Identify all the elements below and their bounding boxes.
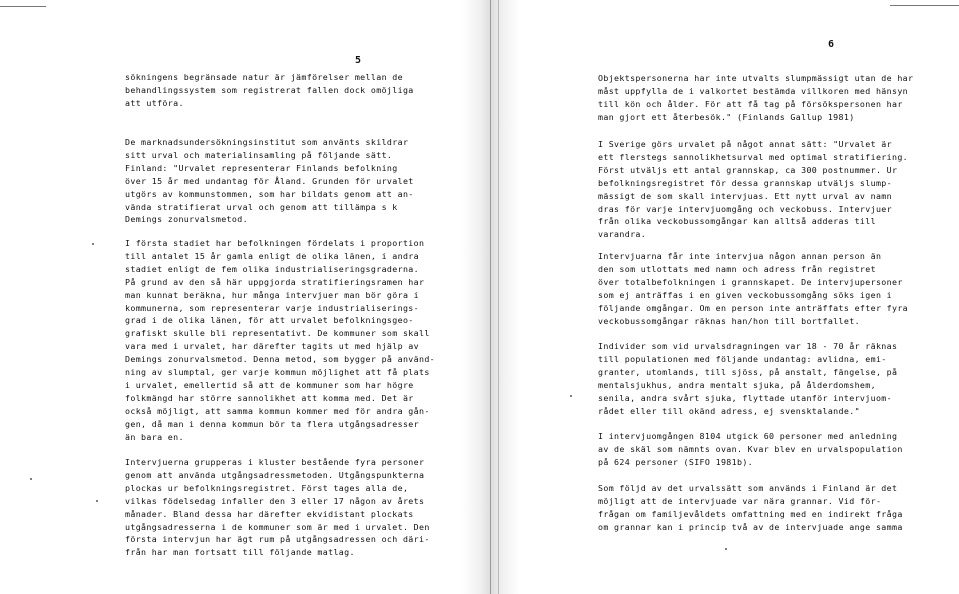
text-line: På grund av den så här uppgjorda stratifieringsramen har	[125, 276, 425, 287]
text-line: följande omgångar. Om en person inte anträffats efter fyra	[598, 302, 909, 313]
text-line: vända stratifierat urval och genom att tillämpa s k	[125, 201, 398, 212]
paragraph-first-stage	[125, 237, 435, 444]
text-line: månader. Bland dessa har därefter ekvidistant plockats	[125, 508, 414, 519]
text-line: vilkas födelsedag infaller den 3 eller 17 någon av årets	[125, 495, 425, 506]
page-number: 5	[355, 55, 362, 66]
text-line: ning av slumptal, ger varje kommun möjlighet att få plats	[125, 367, 430, 378]
text-line: Demings zonurvalsmetod.	[125, 214, 248, 225]
scan-speck	[30, 478, 32, 480]
text-line: till kön och ålder. För att få tag på försökspersonen har	[598, 98, 903, 109]
paragraph-sampling-limitations	[125, 71, 414, 110]
text-line: granter, utomlands, till sjöss, på anstalt, fängelse, på	[598, 366, 898, 377]
paragraph-objects	[598, 72, 913, 124]
paragraph-clusters	[125, 456, 430, 559]
text-line: grafiskt skulle bli representativt. De kommuner som skall	[125, 328, 430, 339]
text-line: frågan om familjevåldets omfattning med en indirekt fråga	[598, 508, 903, 519]
text-line: utgörs av kommunstommen, som har bildats genom att an-	[125, 188, 414, 199]
paragraph-institutes	[125, 136, 414, 226]
text-line: genom att använda utgångsadressmetoden. Utgångspunkterna	[125, 469, 425, 480]
text-line: att utföra.	[125, 97, 184, 108]
text-line: Intervjuerna grupperas i kluster bestående fyra personer	[125, 457, 425, 467]
page-number: 6	[828, 39, 835, 50]
text-line: vara med i urvalet, har därefter tagits ut med hjälp av	[125, 341, 419, 352]
paragraph-neighbours	[598, 482, 903, 534]
text-line: Finland: "Urvalet representerar Finlands befolkning	[125, 162, 398, 173]
text-line: De marknadsundersökningsinstitut som använts skildrar	[125, 137, 409, 147]
text-line: över totalbefolkningen i grannskapet. De intervjupersoner	[598, 276, 903, 287]
text-line: gen, då man i denna kommun bör ta flera utgångsadresser	[125, 418, 419, 429]
text-line: utgångsadresserna i de kommuner som är med i urvalet. Den	[125, 521, 430, 532]
text-line: plockas ur befolkningsregistret. Först tages alla de,	[125, 482, 409, 493]
text-line: den som utlottats med namn och adress från registret	[598, 263, 876, 274]
text-line: om grannar kan i princip två av de intervjuade ange samma	[598, 521, 903, 532]
text-line: rådet eller till okänd adress, ej svensktalande."	[598, 405, 860, 416]
text-line: I Sverige görs urvalet på något annat sätt: "Urvalet är	[598, 139, 892, 149]
scan-speck	[96, 500, 98, 502]
text-line: man kunnat beräkna, hur många intervjuer man bör göra i	[125, 289, 419, 300]
text-line: behandlingssystem som registrerat fallen dock omöjliga	[125, 84, 414, 95]
text-line: folkmängd har större sannolikhet att komma med. Det är	[125, 392, 414, 403]
text-line: stadiet enligt de fem olika industrialiseringsgraderna.	[125, 263, 419, 274]
scan-speck	[570, 395, 572, 397]
text-line: mässigt de som skall intervjuas. Ett nytt urval av namn	[598, 190, 892, 201]
text-line: grad i de olika länen, för att urvalet befolkningsgeo-	[125, 315, 414, 326]
text-line: varandra.	[598, 229, 647, 240]
paragraph-population	[598, 340, 897, 417]
text-line: I intervjuomgången 8104 utgick 60 personer med anledning	[598, 431, 898, 441]
text-line: Individer som vid urvalsdragningen var 18 - 70 år räknas	[598, 341, 898, 351]
scan-speck	[92, 243, 94, 245]
text-line: Demings zonurvalsmetod. Denna metod, som bygger på använd-	[125, 354, 436, 365]
paragraph-interviewers	[598, 250, 908, 327]
text-line: ett flerstegs sannolikhetsurval med optimal stratifiering.	[598, 151, 909, 162]
text-line: på 624 personer (SIFO 1981b).	[598, 456, 754, 467]
text-line: kommunerna, som representerar varje industrialiserings-	[125, 302, 419, 313]
text-line: Först utväljs ett antal grannskap, ca 300 postnummer. Ur	[598, 164, 898, 175]
text-line: första intervjun har ägt rum på utgångsadressen och däri-	[125, 534, 430, 545]
text-line: möjligt att de intervjuade var nära grannar. Vid för-	[598, 495, 882, 506]
text-line: veckobussomgångar räknas han/hon till bortfallet.	[598, 315, 860, 326]
text-line: som ej anträffas i en given veckobussomgång söks igen i	[598, 289, 892, 300]
text-line: sökningens begränsade natur är jämförelser mellan de	[125, 72, 403, 82]
right-page	[478, 0, 959, 594]
text-line: i urvalet, emellertid så att de kommuner som har högre	[125, 379, 414, 390]
text-line: senila, andra svårt sjuka, flyttade utanför intervjuom-	[598, 392, 892, 403]
text-line: också möjligt, att samma kommun kommer med för andra gån-	[125, 405, 430, 416]
text-line: Objektspersonerna har inte utvalts slumpmässigt utan de har	[598, 73, 914, 83]
text-line: befolkningsregistret för dessa grannskap utväljs slump-	[598, 177, 892, 188]
text-line: Som följd av det urvalssätt som används i Finland är det	[598, 483, 898, 493]
paragraph-interview-round	[598, 430, 903, 469]
text-line: till populationen med följande undantag: avlidna, emi-	[598, 353, 887, 364]
paragraph-sweden	[598, 138, 908, 241]
text-line: över 15 år med undantag för Åland. Grunden för urvalet	[125, 175, 414, 186]
scan-speck	[725, 548, 727, 550]
left-page	[0, 0, 478, 594]
text-line: sitt urval och materialinsamling på följande sätt.	[125, 149, 393, 160]
text-line: till antalet 15 år gamla enligt de olika länen, i andra	[125, 250, 419, 261]
text-line: man gjort ett återbesök." (Finlands Gallup 1981)	[598, 111, 855, 122]
text-line: måst uppfylla de i valkortet bestämda villkoren med hänsyn	[598, 85, 909, 96]
text-line: dras för varje intervjuomgång och veckobuss. Intervjuer	[598, 203, 892, 214]
text-line: än bara en.	[125, 431, 184, 442]
text-line: Intervjuarna får inte intervjua någon annan person än	[598, 251, 882, 261]
text-line: mentalsjukhus, andra mentalt sjuka, på ålderdomshem,	[598, 379, 876, 390]
text-line: från har man fortsatt till följande matlag.	[125, 547, 355, 558]
text-line: av de skäl som nämnts ovan. Kvar blev en urvalspopulation	[598, 443, 903, 454]
text-line: I första stadiet har befolkningen fördelats i proportion	[125, 238, 425, 248]
text-line: från olika veckobussomgångar kan alltså adderas till	[598, 216, 876, 227]
